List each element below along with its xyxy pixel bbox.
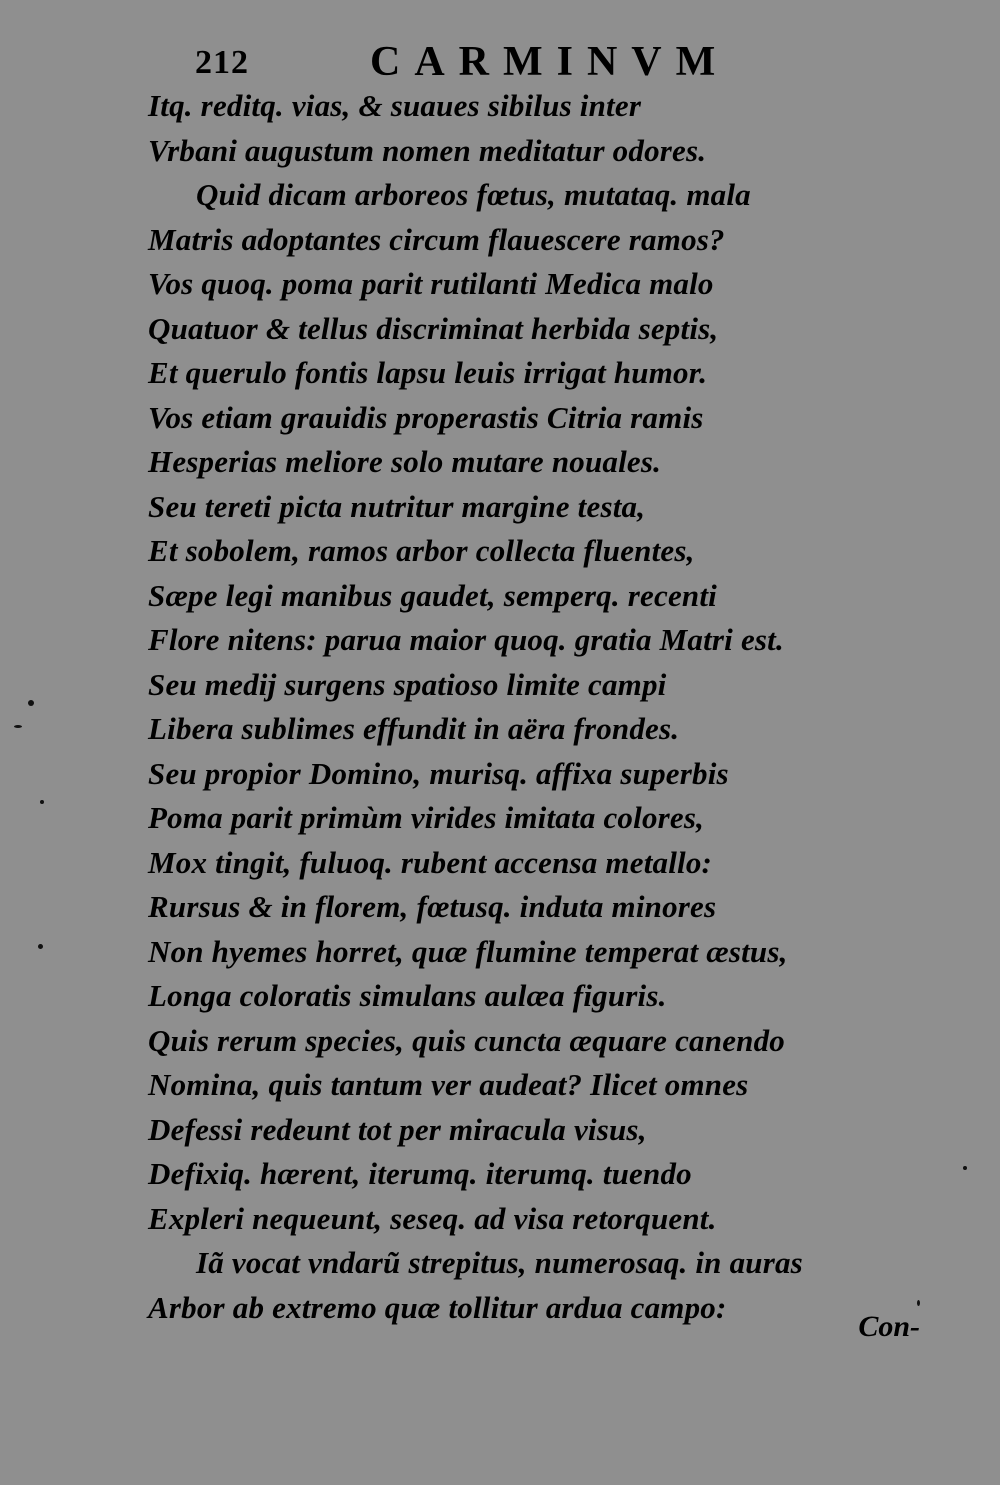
verse-line: Vrbani augustum nomen meditatur odores. [148, 132, 707, 168]
verse-line: Poma parit primùm virides imitata colores, [148, 800, 705, 835]
verse-line: Defessi redeunt tot per miracula visus, [148, 1111, 647, 1147]
verse-line: Matris adoptantes circum flauescere ramos? [148, 221, 725, 257]
ink-speck [28, 700, 34, 706]
verse-line: Quatuor & tellus discriminat herbida septis, [148, 310, 719, 346]
verse-line: Sæpe legi manibus gaudet, semperq. recenti [148, 577, 717, 613]
verse-line: Flore nitens: parua maior quoq. gratia Matri est. [148, 622, 784, 657]
page-header [195, 38, 815, 88]
verse-line: Vos quoq. poma parit rutilanti Medica malo [148, 266, 714, 301]
verse-line: Mox tingit, fuluoq. rubent accensa metallo: [148, 844, 713, 880]
ink-speck [917, 1300, 920, 1306]
verse-line: Non hyemes horret, quæ flumine temperat æstus, [148, 933, 788, 969]
catchword: Con- [858, 1310, 920, 1343]
verse-line: Defixiq. hærent, iterumq. iterumq. tuendo [148, 1156, 692, 1191]
verse-line: Itq. reditq. vias, & suaues sibilus inter [148, 88, 642, 123]
ink-speck [14, 725, 22, 728]
verse-line: Iã vocat vndarũ strepitus, numerosaq. in auras [196, 1245, 803, 1280]
verse-line: Nomina, quis tantum ver audeat? Ilicet omnes [148, 1067, 749, 1102]
ink-speck [38, 944, 43, 949]
verse-line: Vos etiam grauidis properastis Citria ramis [148, 399, 704, 435]
verse-line: Quis rerum species, quis cuncta æquare canendo [148, 1022, 785, 1058]
verse-line: Expleri nequeunt, seseq. ad visa retorquent. [148, 1200, 717, 1236]
page-number: 212 [195, 44, 249, 81]
verse-line: Seu medij surgens spatioso limite campi [148, 666, 667, 702]
verse-line: Seu propior Domino, murisq. affixa superbis [148, 755, 729, 791]
verse-line: Quid dicam arboreos fœtus, mutataq. mala [196, 177, 751, 212]
verse-line: Et sobolem, ramos arbor collecta fluentes, [148, 533, 695, 568]
verse-line: Et querulo fontis lapsu leuis irrigat humor. [148, 355, 708, 390]
verse-line: Libera sublimes effundit in aëra frondes. [148, 711, 680, 746]
ink-speck [40, 800, 44, 804]
verse-body [148, 84, 978, 1330]
running-title: CARMINVM [370, 39, 730, 85]
verse-line: Seu tereti picta nutritur margine testa, [148, 488, 646, 524]
verse-line: Hesperias meliore solo mutare nouales. [148, 444, 662, 479]
verse-line: Arbor ab extremo quæ tollitur ardua campo: [148, 1289, 727, 1325]
verse-line: Rursus & in florem, fœtusq. induta minores [148, 889, 717, 924]
verse-line: Longa coloratis simulans aulæa figuris. [148, 978, 667, 1013]
ink-speck [963, 1166, 967, 1170]
